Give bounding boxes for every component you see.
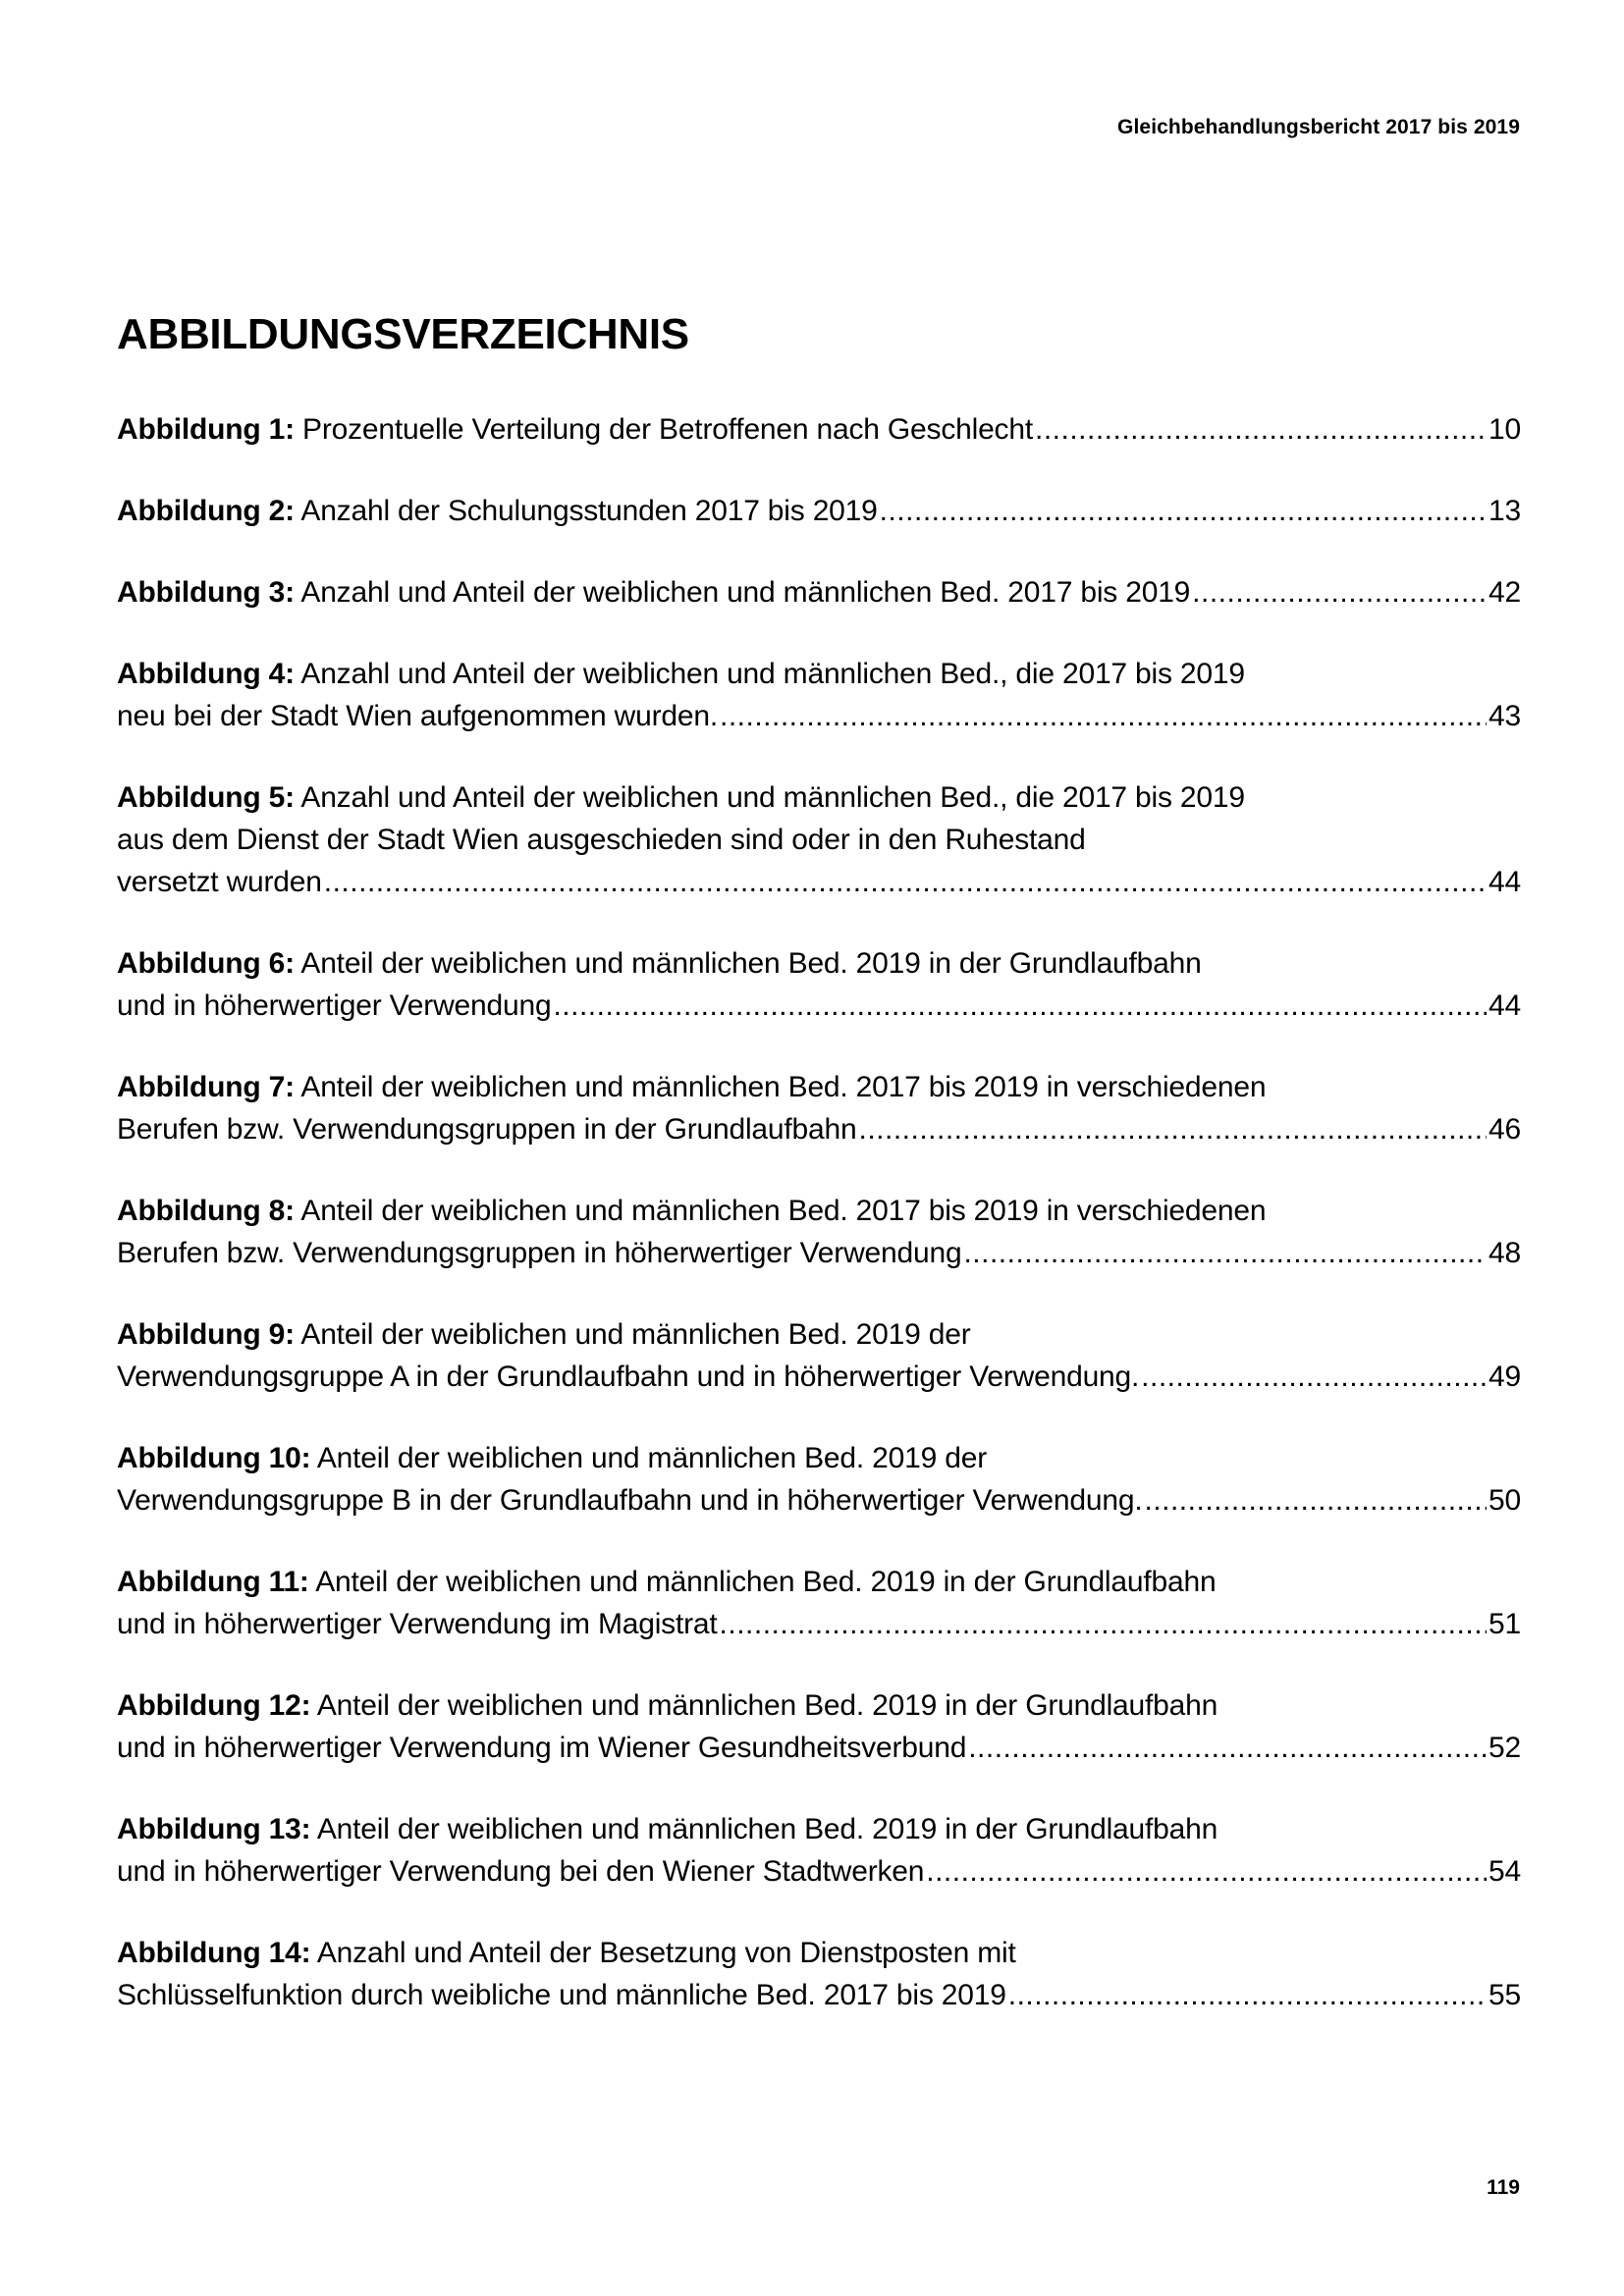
figure-label: Abbildung 5: xyxy=(117,781,295,814)
figure-title-line xyxy=(117,1437,1521,1479)
figure-title-last-line xyxy=(117,1850,1521,1893)
figure-label: Abbildung 12: xyxy=(117,1689,311,1722)
figure-page-number[interactable]: 48 xyxy=(1489,1237,1521,1269)
figure-page-number[interactable]: 10 xyxy=(1489,413,1521,446)
figure-title-line xyxy=(117,1932,1521,1974)
figure-entry[interactable] xyxy=(117,1932,1521,2016)
figure-title-text: Anzahl und Anteil der weiblichen und männlichen Bed. 2017 bis 2019 xyxy=(294,576,1191,609)
page-number: 119 xyxy=(1487,2176,1520,2199)
figure-title-line xyxy=(117,942,1521,985)
figure-label: Abbildung 1: xyxy=(117,413,295,446)
dot-leader xyxy=(880,490,1487,532)
figure-page-number[interactable]: 42 xyxy=(1489,576,1521,609)
figure-page-number[interactable]: 13 xyxy=(1489,495,1521,527)
figure-entry[interactable] xyxy=(117,490,1521,532)
figure-title-text: und in höherwertiger Verwendung im Magistrat xyxy=(117,1608,718,1640)
figure-page-number[interactable]: 49 xyxy=(1489,1361,1521,1393)
figure-title-text: Anteil der weiblichen und männlichen Bed. 2019 in der Grundlaufbahn xyxy=(294,947,1202,980)
figure-title-last-line xyxy=(117,1727,1521,1769)
figure-title-text: Berufen bzw. Verwendungsgruppen in der Grundlaufbahn xyxy=(117,1113,857,1146)
figure-page-number[interactable]: 46 xyxy=(1489,1113,1521,1146)
figure-entry[interactable] xyxy=(117,653,1521,737)
figure-title-last-line xyxy=(117,1232,1521,1274)
figure-title-text: Berufen bzw. Verwendungsgruppen in höherwertiger Verwendung xyxy=(117,1237,962,1269)
figure-entry[interactable] xyxy=(117,408,1521,451)
figure-entry[interactable] xyxy=(117,1066,1521,1150)
dot-leader xyxy=(1141,1356,1487,1398)
figure-label: Abbildung 10: xyxy=(117,1442,311,1474)
figure-title-line xyxy=(117,1190,1521,1232)
figure-page-number[interactable]: 51 xyxy=(1489,1608,1521,1640)
figure-label: Abbildung 3: xyxy=(117,576,295,609)
figure-label: Abbildung 7: xyxy=(117,1071,295,1103)
figure-title-line xyxy=(117,776,1521,819)
page-title: ABBILDUNGSVERZEICHNIS xyxy=(117,310,689,358)
figure-title-last-line xyxy=(117,1974,1521,2016)
figure-title-line xyxy=(117,1808,1521,1850)
dot-leader xyxy=(858,1108,1487,1150)
figure-title-text: Anteil der weiblichen und männlichen Bed. 2019 in der Grundlaufbahn xyxy=(310,1813,1218,1845)
figure-title-last-line xyxy=(117,985,1521,1027)
figure-title-text: Verwendungsgruppe B in der Grundlaufbahn und in höherwertiger Verwendung. xyxy=(117,1484,1143,1517)
figure-label: Abbildung 8: xyxy=(117,1195,295,1227)
figure-title-text: Anzahl und Anteil der Besetzung von Dienstposten mit xyxy=(310,1937,1016,1969)
figure-title-last-line xyxy=(117,1479,1521,1522)
figure-title-last-line xyxy=(117,695,1521,737)
figure-title-last-line xyxy=(117,1603,1521,1645)
figure-title-last-line xyxy=(117,861,1521,903)
figure-title-text: Anteil der weiblichen und männlichen Bed. 2017 bis 2019 in verschiedenen xyxy=(294,1071,1267,1103)
dot-leader xyxy=(968,1727,1487,1769)
figure-title-line xyxy=(117,819,1521,861)
figure-title-line xyxy=(117,653,1521,695)
figure-title-text: Anteil der weiblichen und männlichen Bed. 2019 in der Grundlaufbahn xyxy=(310,1689,1218,1722)
figure-label: Abbildung 4: xyxy=(117,658,295,690)
figure-title-last-line xyxy=(117,490,1521,532)
figure-title-text: Schlüsselfunktion durch weibliche und männliche Bed. 2017 bis 2019 xyxy=(117,1979,1006,2011)
figure-entry[interactable] xyxy=(117,571,1521,614)
figure-entry[interactable] xyxy=(117,1437,1521,1522)
dot-leader xyxy=(1192,571,1487,614)
figure-title-text: Anteil der weiblichen und männlichen Bed. 2019 der xyxy=(294,1318,971,1351)
figure-entry[interactable] xyxy=(117,1684,1521,1769)
figure-entry[interactable] xyxy=(117,1808,1521,1893)
figure-label: Abbildung 11: xyxy=(117,1566,309,1598)
figure-title-text: und in höherwertiger Verwendung xyxy=(117,989,552,1022)
figure-title-last-line xyxy=(117,571,1521,614)
figure-title-text: neu bei der Stadt Wien aufgenommen wurden. xyxy=(117,700,718,732)
figure-entry[interactable] xyxy=(117,1561,1521,1645)
figure-page-number[interactable]: 54 xyxy=(1489,1855,1521,1888)
figure-label: Abbildung 2: xyxy=(117,495,295,527)
figure-title-text: Anteil der weiblichen und männlichen Bed. 2019 in der Grundlaufbahn xyxy=(308,1566,1217,1598)
figure-title-text: Anteil der weiblichen und männlichen Bed. 2017 bis 2019 in verschiedenen xyxy=(294,1195,1267,1227)
figure-title-text: Prozentuelle Verteilung der Betroffenen nach Geschlecht xyxy=(294,413,1033,446)
dot-leader xyxy=(1035,408,1487,451)
figure-page-number[interactable]: 55 xyxy=(1489,1979,1521,2011)
dot-leader xyxy=(553,985,1487,1027)
dot-leader xyxy=(926,1850,1487,1893)
figure-page-number[interactable]: 43 xyxy=(1489,700,1521,732)
dot-leader xyxy=(720,1603,1487,1645)
running-header: Gleichbehandlungsbericht 2017 bis 2019 xyxy=(1117,116,1520,138)
figure-title-text: Anteil der weiblichen und männlichen Bed. 2019 der xyxy=(310,1442,987,1474)
figure-title-text: aus dem Dienst der Stadt Wien ausgeschieden sind oder in den Ruhestand xyxy=(117,824,1086,856)
dot-leader xyxy=(720,695,1487,737)
figure-title-line xyxy=(117,1684,1521,1727)
figure-title-text: und in höherwertiger Verwendung im Wiener Gesundheitsverbund xyxy=(117,1732,967,1764)
figure-title-line xyxy=(117,1313,1521,1356)
figure-label: Abbildung 9: xyxy=(117,1318,295,1351)
figure-title-text: versetzt wurden xyxy=(117,866,322,898)
figure-title-last-line xyxy=(117,1108,1521,1150)
figure-list xyxy=(117,408,1521,2056)
figure-label: Abbildung 13: xyxy=(117,1813,311,1845)
figure-label: Abbildung 14: xyxy=(117,1937,311,1969)
figure-title-text: Anzahl der Schulungsstunden 2017 bis 2019 xyxy=(294,495,878,527)
figure-title-line xyxy=(117,1561,1521,1603)
figure-title-last-line xyxy=(117,1356,1521,1398)
dot-leader xyxy=(963,1232,1487,1274)
figure-title-text: Verwendungsgruppe A in der Grundlaufbahn und in höherwertiger Verwendung. xyxy=(117,1361,1140,1393)
figure-page-number[interactable]: 50 xyxy=(1489,1484,1521,1517)
figure-label: Abbildung 6: xyxy=(117,947,295,980)
figure-entry[interactable] xyxy=(117,776,1521,903)
figure-title-last-line xyxy=(117,408,1521,451)
figure-page-number[interactable]: 44 xyxy=(1489,989,1521,1022)
dot-leader xyxy=(1008,1974,1487,2016)
figure-entry[interactable] xyxy=(117,1313,1521,1398)
dot-leader xyxy=(324,861,1487,903)
dot-leader xyxy=(1144,1479,1487,1522)
figure-title-text: Anzahl und Anteil der weiblichen und männlichen Bed., die 2017 bis 2019 xyxy=(294,658,1245,690)
figure-page-number[interactable]: 52 xyxy=(1489,1732,1521,1764)
figure-title-text: Anzahl und Anteil der weiblichen und männlichen Bed., die 2017 bis 2019 xyxy=(294,781,1245,814)
figure-entry[interactable] xyxy=(117,942,1521,1027)
figure-page-number[interactable]: 44 xyxy=(1489,866,1521,898)
figure-title-text: und in höherwertiger Verwendung bei den Wiener Stadtwerken xyxy=(117,1855,925,1888)
figure-entry[interactable] xyxy=(117,1190,1521,1274)
figure-title-line xyxy=(117,1066,1521,1108)
